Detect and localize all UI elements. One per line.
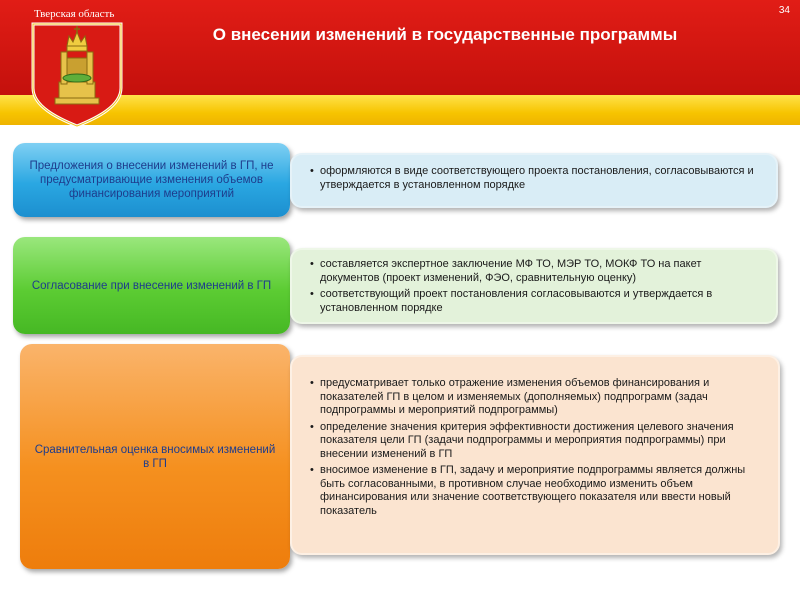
block-2-list bbox=[310, 258, 762, 315]
coat-of-arms-icon bbox=[31, 22, 123, 128]
block-3-label-box bbox=[20, 344, 290, 569]
region-label: Тверская область bbox=[34, 8, 115, 20]
block-1-label-box bbox=[13, 143, 290, 217]
block-3-list bbox=[310, 377, 764, 518]
list-item: • предусматривает только отражение изменения объемов финансирования и показателей ГП в целом и изменяемых (дополняемых) подпрограмм (задач подпрограммы и мероприятий подпрограммы) bbox=[310, 377, 764, 418]
list-item: • оформляются в виде соответствующего проекта постановления, согласовываются и утверждается в установленном порядке bbox=[310, 165, 762, 192]
block-3-content-box bbox=[290, 355, 780, 555]
list-item: • вносимое изменение в ГП, задачу и мероприятие подпрограммы является должны быть согласованными, в противном случае необходимо изменить объем финансирования или значение соответствующего показателя или ввести новый показатель bbox=[310, 464, 764, 518]
block-2-content-box bbox=[290, 248, 778, 324]
slide-title: О внесении изменений в государственные программы bbox=[212, 25, 678, 44]
list-item: • соответствующий проект постановления согласовываются и утверждается в установленном порядке bbox=[310, 288, 762, 315]
block-2-label: Согласование при внесение изменений в ГП bbox=[31, 279, 272, 292]
block-1-label: Предложения о внесении изменений в ГП, не предусматривающие изменения объемов финансирования мероприятий bbox=[29, 160, 274, 200]
block-3-label: Сравнительная оценка вносимых изменений в ГП bbox=[34, 443, 276, 470]
block-2-label-box bbox=[13, 237, 290, 334]
slide-number: 34 bbox=[778, 5, 790, 16]
block-1-content-box bbox=[290, 153, 778, 208]
list-item: • определение значения критерия эффективности достижения целевого значения показателя цели ГП (задачи подпрограммы и мероприятия подпрограммы) при внесении изменений в ГП bbox=[310, 421, 764, 462]
block-1-list bbox=[310, 165, 762, 192]
list-item: • составляется экспертное заключение МФ ТО, МЭР ТО, МОКФ ТО на пакет документов (проект изменений, ФЭО, сравнительную оценку) bbox=[310, 258, 762, 285]
